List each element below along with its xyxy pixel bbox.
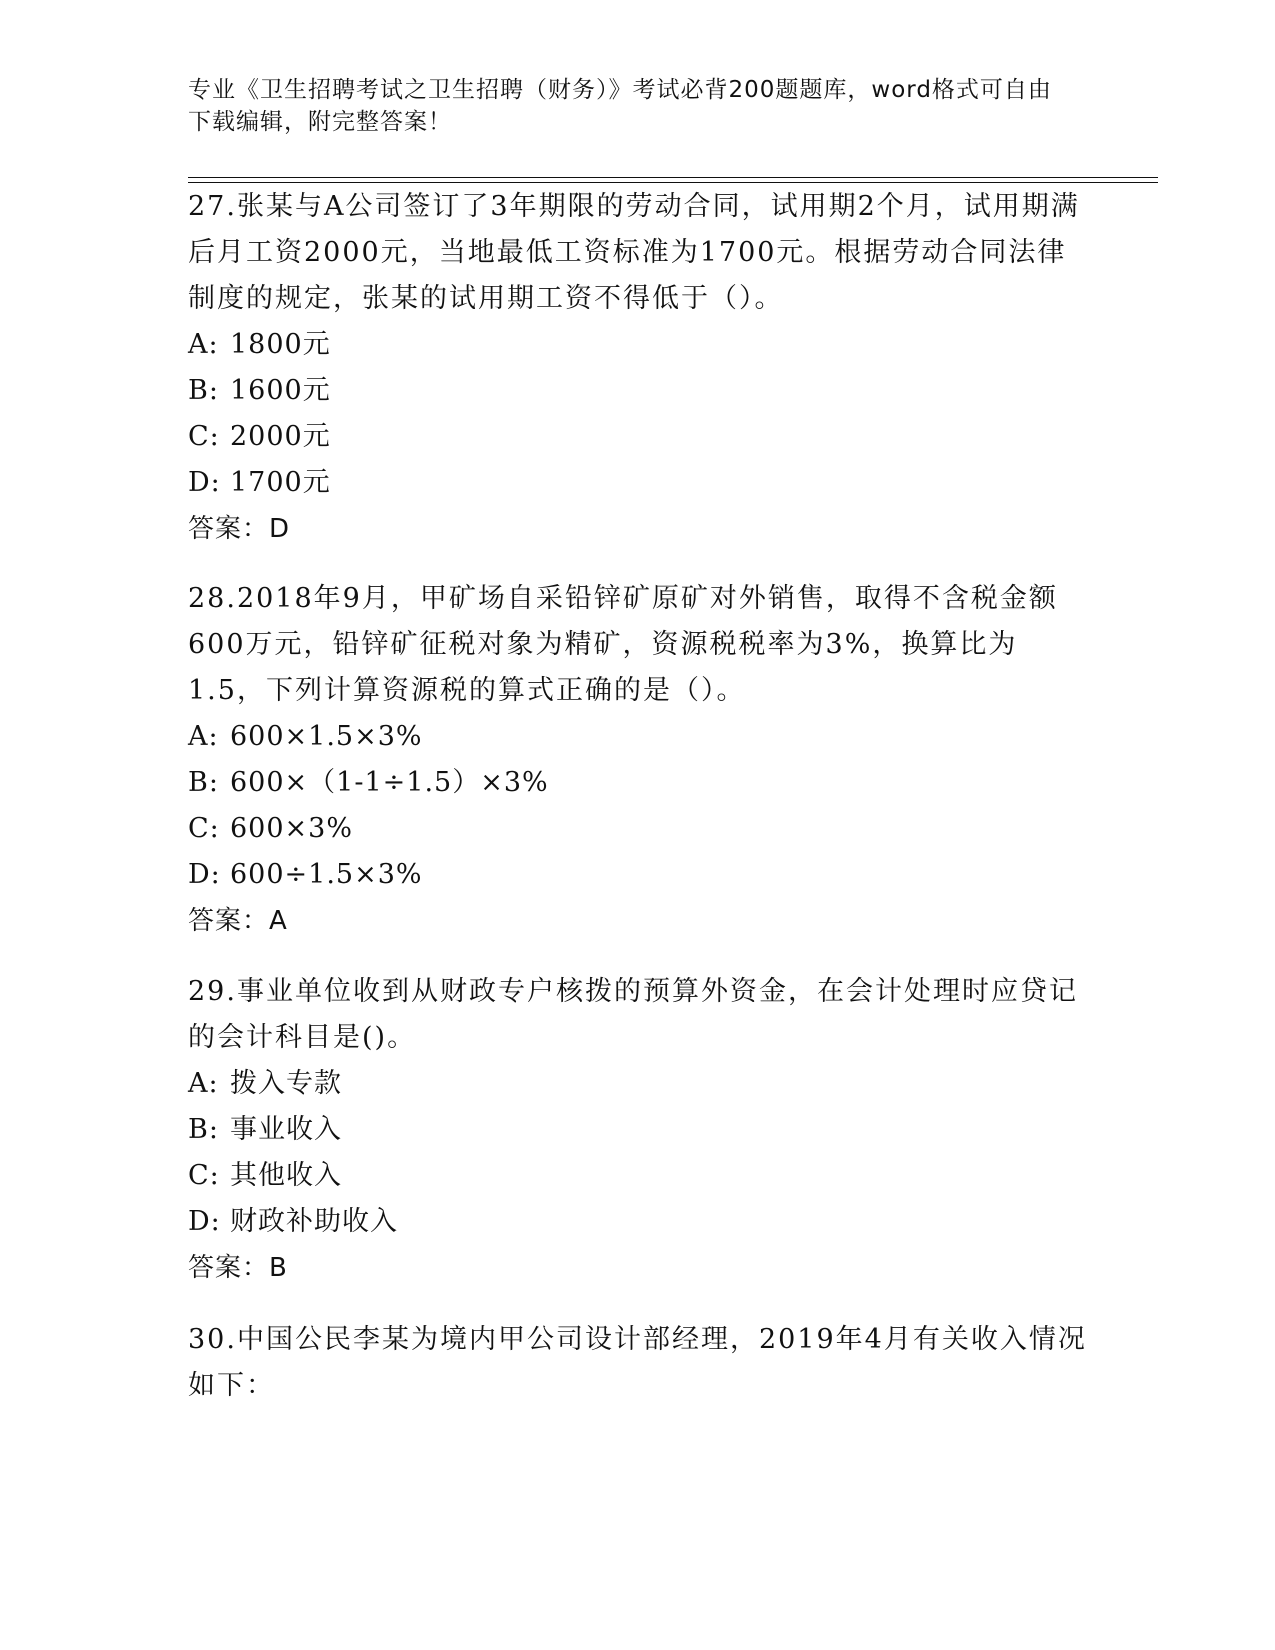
question-text: 29.事业单位收到从财政专户核拨的预算外资金，在会计处理时应贷记的会计科目是()。 <box>188 976 1078 1053</box>
option-key: B: <box>188 1114 219 1145</box>
option-key: B: <box>188 767 219 798</box>
option-key: B: <box>188 375 219 406</box>
option-a <box>188 322 1088 368</box>
option-text: 1700元 <box>230 467 331 498</box>
option-d <box>188 852 1088 898</box>
question-30 <box>188 1317 1088 1409</box>
option-text: 600×3% <box>230 813 353 844</box>
option-a <box>188 1061 1088 1107</box>
option-d <box>188 1199 1088 1245</box>
question-text: 27.张某与A公司签订了3年期限的劳动合同，试用期2个月，试用期满后月工资2000元，当地最低工资标准为1700元。根据劳动合同法律制度的规定，张某的试用期工资不得低于（）。 <box>188 191 1080 314</box>
option-text: 2000元 <box>230 421 331 452</box>
option-key: A: <box>188 329 219 360</box>
question-28 <box>188 576 1088 944</box>
option-text: 事业收入 <box>230 1114 342 1145</box>
document-header: 专业《卫生招聘考试之卫生招聘（财务）》考试必背200题题库，word格式可自由下载编辑，附完整答案！ <box>188 77 1052 135</box>
option-c <box>188 1153 1088 1199</box>
answer-line: 答案：B <box>188 1253 288 1283</box>
option-key: D: <box>188 467 221 498</box>
option-d <box>188 460 1088 506</box>
option-key: D: <box>188 859 221 890</box>
option-text: 拨入专款 <box>230 1068 342 1099</box>
option-text: 600÷1.5×3% <box>230 859 423 890</box>
question-text: 28.2018年9月，甲矿场自采铅锌矿原矿对外销售，取得不含税金额600万元，铅锌矿征税对象为精矿，资源税税率为3%，换算比为1.5，下列计算资源税的算式正确的是（）。 <box>188 583 1058 706</box>
answer-line: 答案：A <box>188 906 288 936</box>
option-text: 1800元 <box>230 329 331 360</box>
header-divider-bottom <box>188 182 1158 183</box>
option-a <box>188 714 1088 760</box>
answer-line: 答案：D <box>188 514 291 544</box>
option-key: C: <box>188 1160 220 1191</box>
option-key: C: <box>188 813 220 844</box>
option-key: D: <box>188 1206 221 1237</box>
option-text: 600×（1-1÷1.5）×3% <box>230 767 549 798</box>
option-text: 600×1.5×3% <box>230 721 423 752</box>
option-key: C: <box>188 421 220 452</box>
option-c <box>188 806 1088 852</box>
header-divider-top <box>188 177 1158 178</box>
question-text: 30.中国公民李某为境内甲公司设计部经理，2019年4月有关收入情况如下： <box>188 1324 1087 1401</box>
option-key: A: <box>188 721 219 752</box>
option-b <box>188 368 1088 414</box>
option-b <box>188 760 1088 806</box>
option-text: 1600元 <box>230 375 331 406</box>
question-29 <box>188 969 1088 1291</box>
option-text: 其他收入 <box>230 1160 342 1191</box>
option-text: 财政补助收入 <box>230 1206 398 1237</box>
option-key: A: <box>188 1068 219 1099</box>
question-27 <box>188 184 1088 552</box>
option-b <box>188 1107 1088 1153</box>
option-c <box>188 414 1088 460</box>
